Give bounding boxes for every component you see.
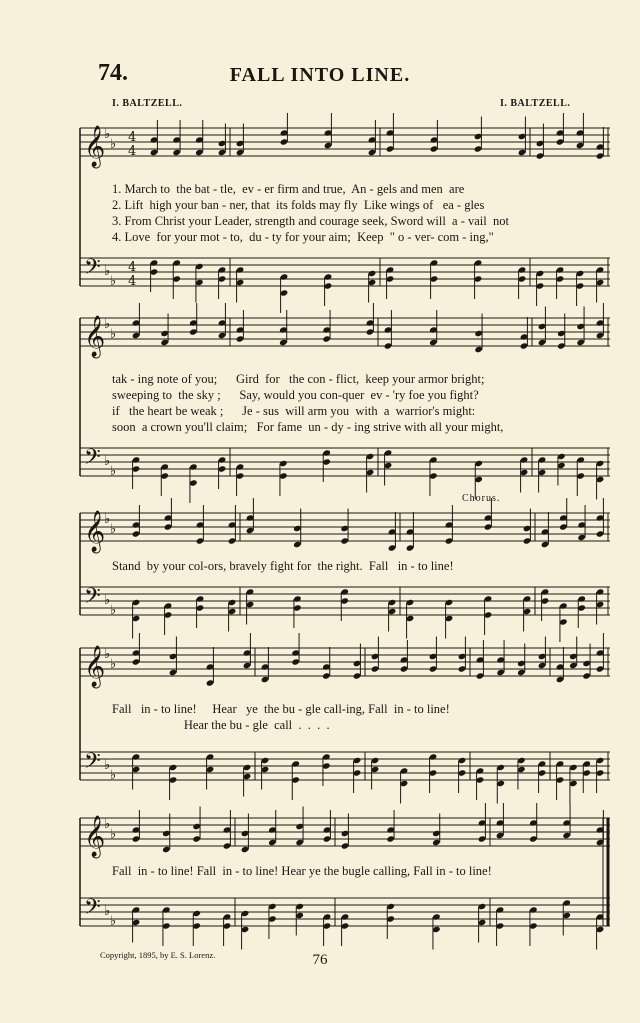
flat-sign-icon: ♭ [104, 904, 111, 919]
treble-staff [80, 318, 610, 346]
flat-sign-icon: ♭ [104, 264, 111, 279]
lyric-line: Fall in - to line! Fall in - to line! Hear ye the bugle calling, Fall in - to line! [112, 864, 492, 878]
lyric-line: 4. Love for your mot - to, du - ty for your aim; Keep " o - ver- com - ing," [112, 230, 494, 244]
flat-sign-icon: ♭ [110, 522, 117, 537]
flat-sign-icon: ♭ [104, 647, 111, 662]
flat-sign-icon: ♭ [110, 327, 117, 342]
flat-sign-icon: ♭ [104, 317, 111, 332]
music-system-4 [80, 640, 610, 800]
flat-sign-icon: ♭ [110, 464, 117, 479]
hymn-title: FALL INTO LINE. [229, 64, 411, 86]
system-2-notation [80, 310, 610, 496]
bass-clef-icon: 𝄢 [84, 584, 101, 614]
time-signature-bottom: 4 [128, 144, 137, 159]
lyric-line: soon a crown you'll claim; For fame un - dy - ing strive with all your might, [112, 420, 504, 434]
flat-sign-icon: ♭ [110, 274, 117, 289]
lyric-line: tak - ing note of you; Gird for the con - flict, keep your armor bright; [112, 372, 485, 386]
time-signature-top: 4 [128, 130, 137, 145]
bass-clef-icon: 𝄢 [84, 895, 101, 925]
flat-sign-icon: ♭ [104, 817, 111, 832]
treble-clef-icon: 𝄞 [84, 511, 106, 552]
lyric-line: Hear the bu - gle call . . . . [112, 718, 330, 732]
bass-staff [80, 448, 610, 476]
bass-clef-icon: 𝄢 [84, 445, 101, 475]
flat-sign-icon: ♭ [110, 768, 117, 783]
music-system-1 [80, 118, 610, 304]
bass-staff [80, 752, 610, 780]
music-system-5 [80, 810, 610, 945]
flat-sign-icon: ♭ [104, 127, 111, 142]
flat-sign-icon: ♭ [104, 593, 111, 608]
page-number: 76 [312, 952, 328, 968]
time-signature-top: 4 [128, 260, 137, 275]
flat-sign-icon: ♭ [110, 827, 117, 842]
time-signature-bottom: 4 [128, 274, 137, 289]
flat-sign-icon: ♭ [104, 454, 111, 469]
music-system-2 [80, 310, 610, 496]
lyric-line: 2. Lift high your ban - ner, that its folds may fly Like wings of ea - gles [112, 198, 485, 212]
flat-sign-icon: ♭ [110, 603, 117, 618]
bass-clef-icon: 𝄢 [84, 255, 101, 285]
treble-staff [80, 648, 610, 676]
bass-clef-icon: 𝄢 [84, 749, 101, 779]
flat-sign-icon: ♭ [110, 914, 117, 929]
treble-clef-icon: 𝄞 [84, 126, 106, 167]
lyric-line: Fall in - to line! Hear ye the bu - gle call-ing, Fall in - to line! [112, 702, 450, 716]
treble-clef-icon: 𝄞 [84, 316, 106, 357]
words-credit: I. BALTZELL. [112, 98, 183, 109]
music-credit: I. BALTZELL. [500, 98, 571, 109]
music-system-3 [80, 505, 610, 635]
hymn-number: 74. [98, 60, 128, 86]
lyric-line: Stand by your col-ors, bravely fight for the right. Fall in - to line! [112, 559, 454, 573]
lyric-line: if the heart be weak ; Je - sus will arm you with a warrior's might: [112, 404, 476, 418]
lyric-line: 1. March to the bat - tle, ev - er firm and true, An - gels and men are [112, 182, 465, 196]
lyric-line: sweeping to the sky ; Say, would you con-quer ev - 'ry foe you fight? [112, 388, 479, 402]
treble-clef-icon: 𝄞 [84, 816, 106, 857]
flat-sign-icon: ♭ [104, 512, 111, 527]
lyric-line: 3. From Christ your Leader, strength and courage seek, Sword will a - vail not [112, 214, 509, 228]
flat-sign-icon: ♭ [110, 657, 117, 672]
flat-sign-icon: ♭ [104, 758, 111, 773]
copyright-notice: Copyright, 1895, by E. S. Lorenz. [100, 950, 216, 960]
flat-sign-icon: ♭ [110, 137, 117, 152]
treble-clef-icon: 𝄞 [84, 646, 106, 687]
chorus-label: Chorus. [462, 493, 501, 504]
